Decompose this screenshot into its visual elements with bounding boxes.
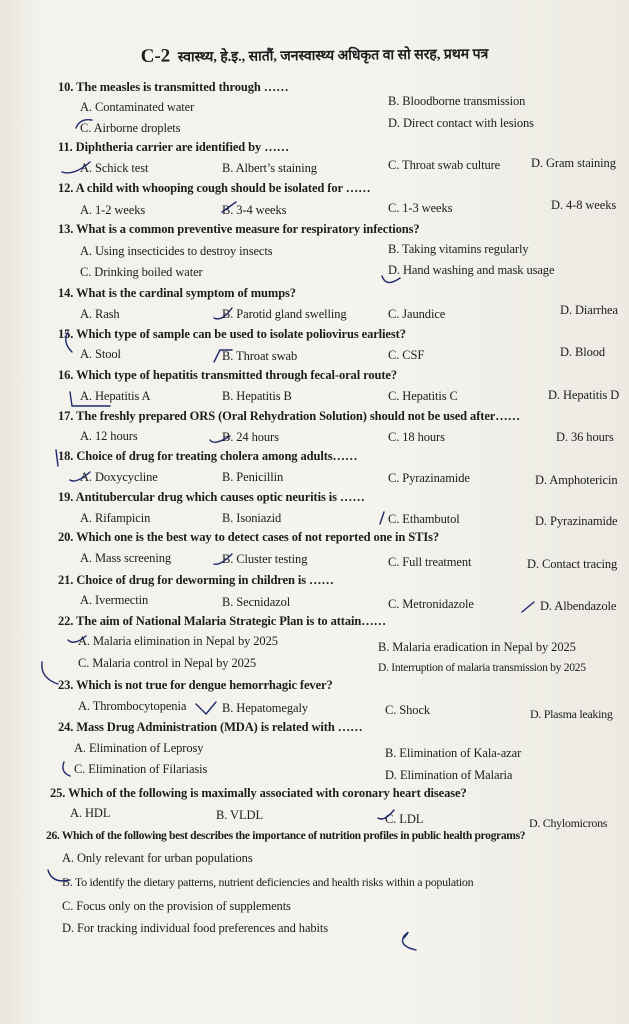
tick-mark-q21 [522, 602, 534, 612]
question-18: 18. Choice of drug for treating cholera among adults…… [58, 449, 358, 463]
q16-option-b: B. Hepatitis B [222, 389, 292, 403]
tick-mark-q24 [63, 762, 70, 776]
question-23: 23. Which is not true for dengue hemorrhagic fever? [58, 678, 333, 692]
q12-option-a: A. 1-2 weeks [80, 203, 146, 217]
q15-option-d: D. Blood [560, 345, 606, 359]
q25-option-b: B. VLDL [216, 808, 263, 822]
q20-option-a: A. Mass screening [80, 551, 171, 565]
q15-option-a: A. Stool [80, 347, 121, 361]
q11-option-c: C. Throat swab culture [388, 158, 501, 172]
q13-option-c: C. Drinking boiled water [80, 265, 203, 279]
q22-option-d: D. Interruption of malaria transmission by 2025 [378, 661, 586, 674]
question-21: 21. Choice of drug for deworming in children is …… [58, 573, 334, 587]
bracket-mark-q23 [42, 662, 58, 684]
q10-option-b: B. Bloodborne transmission [388, 94, 526, 108]
q10-option-a: A. Contaminated water [80, 100, 195, 114]
q11-option-b: B. Albert’s staining [222, 161, 317, 175]
question-26: 26. Which of the following best describes the importance of nutrition profiles in public health programs? [46, 829, 526, 842]
q22-option-c: C. Malaria control in Nepal by 2025 [78, 656, 257, 670]
q13-option-a: A. Using insecticides to destroy insects [80, 244, 273, 258]
q26-option-a: A. Only relevant for urban populations [62, 851, 253, 865]
q17-option-d: D. 36 hours [556, 430, 614, 444]
q21-option-c: C. Metronidazole [388, 597, 474, 611]
q18-option-a: A. Doxycycline [80, 470, 158, 484]
question-17: 17. The freshly prepared ORS (Oral Rehydration Solution) should not be used after…… [58, 409, 521, 423]
q10-option-d: D. Direct contact with lesions [388, 116, 534, 130]
q23-option-d: D. Plasma leaking [530, 707, 613, 721]
question-12: 12. A child with whooping cough should be isolated for …… [58, 181, 371, 195]
q11-option-a: A. Schick test [80, 161, 149, 175]
q25-option-a: A. HDL [70, 806, 111, 820]
q17-option-a: A. 12 hours [80, 429, 138, 443]
q17-option-c: C. 18 hours [388, 430, 445, 444]
q14-option-b: B. Parotid gland swelling [222, 307, 347, 321]
paper-code: C-2 [140, 45, 171, 67]
q21-option-d: D. Albendazole [540, 599, 617, 613]
q25-option-c: C. LDL [385, 812, 424, 826]
q26-option-b: B. To identify the dietary patterns, nutrient deficiencies and health risks within a population [62, 875, 474, 889]
q24-option-c: C. Elimination of Filariasis [74, 762, 208, 776]
q24-option-b: B. Elimination of Kala-azar [385, 746, 522, 760]
q21-option-a: A. Ivermectin [80, 593, 149, 607]
q19-option-b: B. Isoniazid [222, 511, 282, 525]
question-19: 19. Antitubercular drug which causes optic neuritis is …… [58, 490, 365, 504]
tick-mark-q19 [380, 512, 384, 524]
q12-option-d: D. 4-8 weeks [551, 198, 617, 212]
q20-option-c: C. Full treatment [388, 555, 472, 569]
question-15: 15. Which type of sample can be used to isolate poliovirus earliest? [58, 327, 406, 341]
q20-option-d: D. Contact tracing [527, 557, 618, 571]
q11-option-d: D. Gram staining [531, 156, 616, 170]
q23-option-b: B. Hepatomegaly [222, 701, 308, 715]
question-25: 25. Which of the following is maximally associated with coronary heart disease? [50, 786, 467, 800]
question-13: 13. What is a common preventive measure for respiratory infections? [58, 222, 420, 236]
q20-option-b: B. Cluster testing [222, 552, 308, 566]
q21-option-b: B. Secnidazol [222, 595, 291, 609]
question-20: 20. Which one is the best way to detect cases of not reported one in STIs? [58, 530, 440, 544]
q22-option-a: A. Malaria elimination in Nepal by 2025 [78, 634, 278, 648]
paper-title: स्वास्थ्य, हे.इ., सातौं, जनस्वास्थ्य अधिकृत वा सो सरह, प्रथम पत्र [177, 47, 489, 66]
tick-mark-q23 [196, 702, 216, 714]
q18-option-c: C. Pyrazinamide [388, 471, 470, 485]
q26-option-d: D. For tracking individual food preferences and habits [62, 921, 329, 935]
q12-option-b: B. 3-4 weeks [222, 203, 287, 217]
q15-option-b: B. Throat swab [222, 349, 298, 363]
page-header [0, 41, 629, 70]
question-11: 11. Diphtheria carrier are identified by …… [58, 140, 289, 154]
q19-option-a: A. Rifampicin [80, 511, 151, 525]
q18-option-b: B. Penicillin [222, 470, 284, 484]
q24-option-d: D. Elimination of Malaria [385, 768, 513, 782]
question-16: 16. Which type of hepatitis transmitted through fecal-oral route? [58, 368, 397, 382]
q12-option-c: C. 1-3 weeks [388, 201, 453, 215]
question-22: 22. The aim of National Malaria Strategic Plan is to attain…… [58, 614, 387, 628]
q16-option-a: A. Hepatitis A [80, 389, 151, 403]
question-10: 10. The measles is transmitted through …… [58, 80, 289, 94]
q13-option-d: D. Hand washing and mask usage [388, 263, 555, 277]
q14-option-a: A. Rash [80, 307, 120, 321]
q18-option-d: D. Amphotericin [535, 473, 618, 487]
q26-option-c: C. Focus only on the provision of supplements [62, 899, 291, 913]
q16-option-c: C. Hepatitis C [388, 389, 458, 403]
q10-option-c: C. Airborne droplets [80, 121, 181, 135]
q22-option-b: B. Malaria eradication in Nepal by 2025 [378, 640, 576, 654]
q14-option-c: C. Jaundice [388, 307, 446, 321]
q19-option-d: D. Pyrazinamide [535, 514, 618, 528]
question-14: 14. What is the cardinal symptom of mumps? [58, 286, 296, 300]
q25-option-d: D. Chylomicrons [529, 816, 608, 830]
question-24: 24. Mass Drug Administration (MDA) is related with …… [58, 720, 363, 734]
q14-option-d: D. Diarrhea [560, 303, 618, 317]
q23-option-c: C. Shock [385, 703, 431, 717]
q15-option-c: C. CSF [388, 348, 425, 362]
q19-option-c: C. Ethambutol [388, 512, 460, 526]
q23-option-a: A. Thrombocytopenia [78, 699, 187, 713]
q13-option-b: B. Taking vitamins regularly [388, 242, 529, 256]
q16-option-d: D. Hepatitis D [548, 388, 620, 402]
pen-scribble [403, 932, 417, 950]
q17-option-b: B. 24 hours [222, 430, 279, 444]
q24-option-a: A. Elimination of Leprosy [74, 741, 204, 755]
